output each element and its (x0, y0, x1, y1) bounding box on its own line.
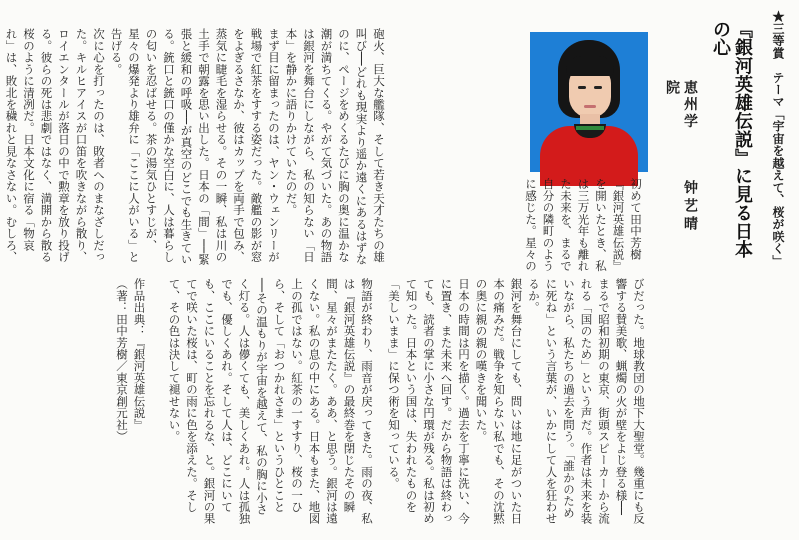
essay-paragraph-intro: 初めて田中芳樹『銀河英雄伝説』を開いたとき、私は三万光年も離れた未来を、まるで自分の隣町のように感じた。星々の (524, 178, 643, 272)
photo-bangs (566, 56, 614, 76)
school-name: 恵州学院 (664, 80, 698, 131)
essay-paragraph-continuation: びだった。地球教団の地下大聖堂。幾重にも反響する賛美歌、蝋燭の火が壁をよじ登る様──まるで昭和初期の東京、街頭スピーカーから流れる「国のため」という声だ。作者は未来を装いながら、私たちの過去を問う。「誰かのために死ね」という言葉が、いかにして人を狂わせるか。 銀河を舞台にしても、問いは地に足がついた日本の痛みだ。戦争を知らない私でも、その沈黙の奥に親の親の嘆きを聞いた。 日本の時間は円を描く。過去を丁寧に洗い、今に置き、また未来へ回す。だから物語は終わっても、読者の掌に小さな円環が残る。私は初めて知った。日本という国は、失われたものを「美しいまま」に保つ術を知っている。 (387, 278, 646, 525)
photo-mouth (584, 105, 596, 108)
essay-paragraph-closing: 物語が終わり、雨音が戻ってきた。雨の夜、私は『銀河英雄伝説』の最終巻を閉じたその瞬間、星々がまたたく。ああ、と思う。銀河は遠くない。私の息の中にある。日本もまた、地図上の孤ではない。紅茶の一すすり、桜の一ひら、そして「おつかれさま」というひとこと──その温もりが宇宙を越えて、私の胸に小さく灯る。人は儚くても、美しくあれ。人は孤独でも、優しくあれ。そして人は、どこにいても、ここにいることを忘れるな、と。銀河の果てで咲いた桜は、町の雨に色を添えた。そして、その色は決して褪せない。 作品出典：『銀河英雄伝説』 （著：田中芳樹／東京創元社） (115, 278, 374, 525)
essay-title: 『銀河英雄伝説』に見る日本の心 (710, 20, 753, 259)
photo-eye-left (578, 86, 586, 89)
author-photo (530, 32, 648, 172)
photo-collar-stripe (576, 126, 604, 130)
author-name: 钟艺晴 (682, 180, 698, 235)
essay-paragraph-main: 砲火、巨大な艦隊、そして若き天才たちの雄叫び──どれも現実より遥か遠くにあるはずなのに、ページをめくるたびに胸の奥に温かな潮が満ちてくる。やがて気づいた。あの物語は銀河を舞台にしながら、私の知らない「日本」を静かに語りかけていたのだ。 まず目に留まったのは、ヤン・ウェンリーが戦場で紅茶をすする姿だった。敵艦の影が窓をよぎるさなか、彼はカップを両手で包み、蒸気に睫毛を湿らせる。その一瞬、私は川の土手で朝露を思い出した。日本の「間」──緊張と緩和の呼吸──が真空のどこでも生きている。銃口と銃口の僅かな空白に、人は暮らしの匂いを忍ばせる。茶の湯気ひとすじが、星々の爆発より雄弁に「ここに人がいる」と告げる。 次に心を打ったのは、敗者へのまなざしだった。キルヒアイスが口笛を吹きながら散り、ロイエンタールが落日の中で勲章を放り投げる。彼らの死は悲劇ではなく、満開から散る桜のように清冽だ。日本文化に宿る「物哀れ」は、敗北を穢れと見なさない。むしろ、 (4, 28, 386, 266)
photo-eye-right (594, 86, 602, 89)
award-heading: ★三等賞 テーマ「宇宙を越えて、桜が咲く」 (771, 10, 785, 268)
